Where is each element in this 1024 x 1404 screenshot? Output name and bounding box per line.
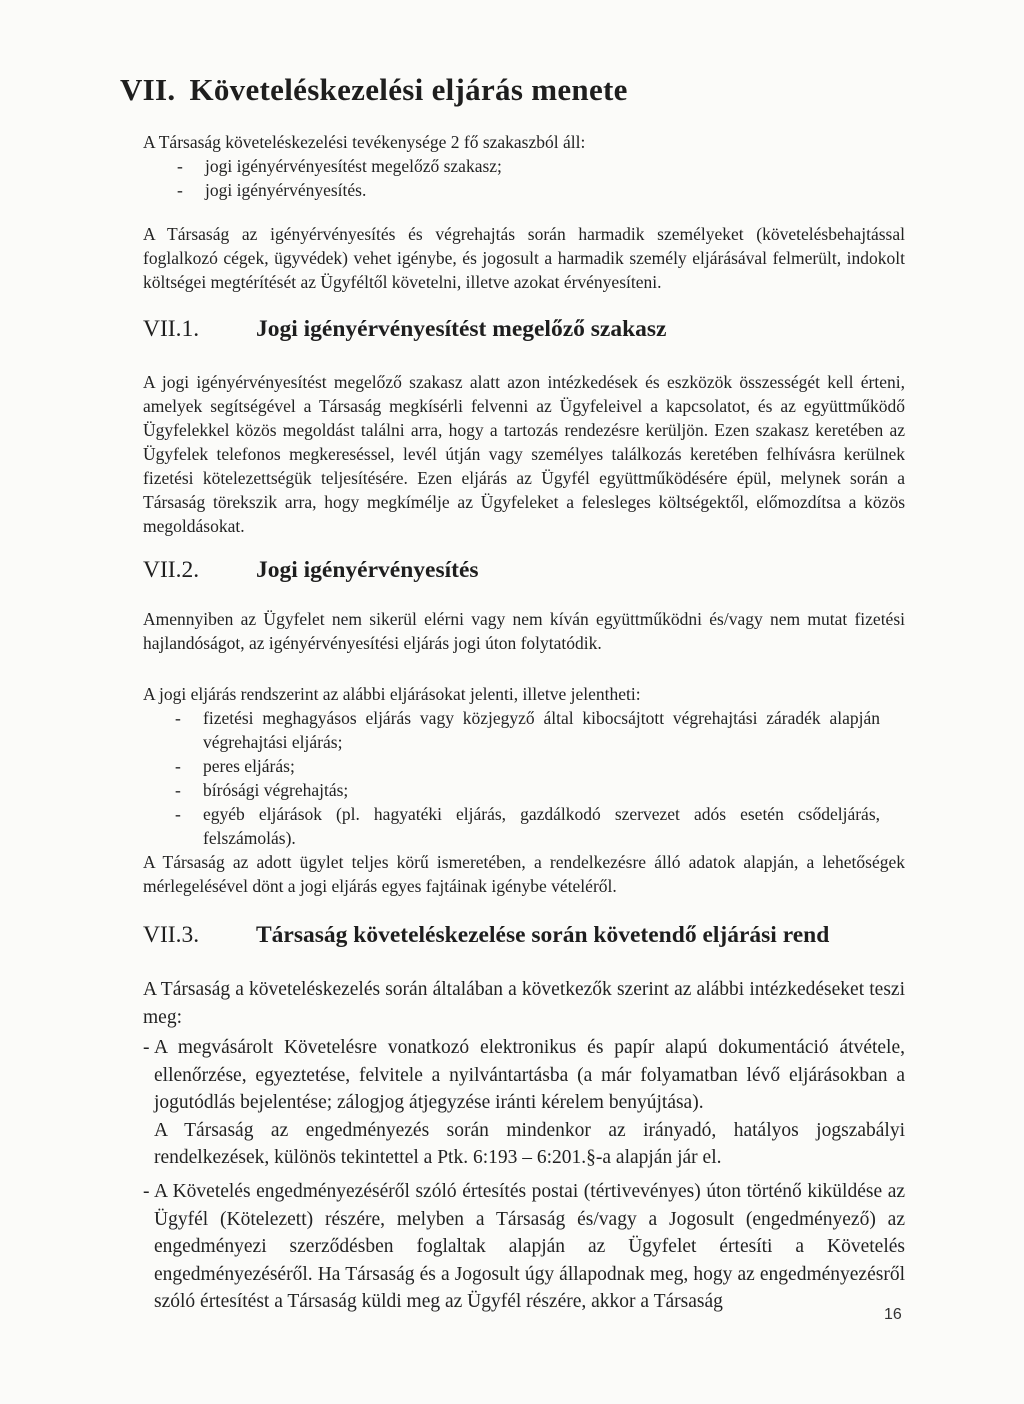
section-1-title: Jogi igényérvényesítést megelőző szakasz (256, 316, 667, 342)
list-item: - peres eljárás; (175, 754, 880, 778)
section-3-lead: A Társaság a követeléskezelés során általában a következők szerint az alábbi intézkedéseket teszi meg: (143, 979, 905, 1028)
dash-marker: - (143, 1037, 150, 1058)
list-item: - jogi igényérvényesítést megelőző szakasz; (177, 154, 502, 178)
dash-marker: - (143, 1181, 150, 1202)
section-2-paragraph-1: Amennyiben az Ügyfelet nem sikerül elérni vagy nem kíván együttműködni és/vagy nem mutat fizetési hajlandóságot, az igényérvényesítési eljárás jogi úton folytatódik. (143, 609, 905, 653)
section-2-procedure-list (175, 706, 880, 850)
section-1-paragraph: A jogi igényérvényesítést megelőző szakasz alatt azon intézkedések és eszközök összességét kell érteni, amelyek segítségével a Társaság megkísérli felvenni az Ügyfeleivel a kapcsolatot, és az együttműködő Ügyfelekkel közös megoldást találni arra, hogy a tartozás rendezésre kerüljön. Ezen szakasz keretében az Ügyfelek telefonos megkereséssel, levél útján vagy személyes találkozás keretében felhívásra kerülnek fizetési kötelezettségük teljesítésére. Ezen eljárás az Ügyfél együttműködésére épül, melynek során a Társaság törekszik arra, hogy megkímélje az Ügyfeleket a felesleges költségektől, előmozdítsa a közös megoldásokat. (143, 372, 905, 536)
chapter-number: VII. (120, 72, 176, 107)
list-item: - fizetési meghagyásos eljárás vagy közjegyző által kibocsájtott végrehajtási záradék alapján végrehajtási eljárás; (175, 706, 880, 754)
section-3-item-2 (143, 1178, 905, 1316)
section-3-item-2-text: A Követelés engedményezéséről szóló értesítés postai (tértivevényes) úton történő kiküldése az Ügyfél (Kötelezett) részére, melyben a Társaság és/vagy a Jogosult (engedményező) az engedményezi szerződésben foglaltak alapján az Ügyfelet értesíti a Követelés engedményezéséről. Ha Társaság és a Jogosult úgy állapodnak meg, hogy az engedményezésről szóló értesítést a Társaság küldi meg az Ügyfél részére, akkor a Társaság (154, 1181, 905, 1312)
intro-lead: A Társaság követeléskezelési tevékenysége 2 fő szakaszból áll: (143, 132, 586, 152)
section-2-paragraph-3: A Társaság az adott ügylet teljes körű ismeretében, a rendelkezésre álló adatok alapján, a lehetőségek mérlegelésével dönt a jogi eljárás egyes fajtáinak igénybe vételéről. (143, 852, 905, 896)
section-3-item-1-note: A Társaság az engedményezés során mindenkor az irányadó, hatályos jogszabályi rendelkezések, különös tekintettel a Ptk. 6:193 – 6:201.§-a alapján jár el. (154, 1119, 905, 1168)
list-item: - egyéb eljárások (pl. hagyatéki eljárás, gazdálkodó szervezet adós esetén csődeljárás, felszámolás). (175, 802, 880, 850)
section-1-number: VII.1. (143, 316, 200, 342)
section-2-number: VII.2. (143, 557, 200, 583)
page-number: 16 (884, 1306, 902, 1323)
list-item: - jogi igényérvényesítés. (177, 178, 502, 202)
section-3-item-1-text: A megvásárolt Követelésre vonatkozó elektronikus és papír alapú dokumentáció átvétele, ellenőrzése, egyeztetése, felvitele a nyilvántartásba (a már folyamatban lévő eljárásokban a jogutódlás bejelentése; zálogjog átjegyzése iránti kérelem benyújtása). (154, 1037, 905, 1113)
third-party-paragraph: A Társaság az igényérvényesítés és végrehajtás során harmadik személyeket (követelésbehajtással foglalkozó cégek, ügyvédek) vehet igénybe, és jogosult a harmadik személy eljárásával felmerült, indokolt költségei megtérítését az Ügyféltől követelni, illetve azokat érvényesíteni. (143, 224, 905, 292)
section-2-paragraph-2-lead: A jogi eljárás rendszerint az alábbi eljárásokat jelenti, illetve jelentheti: (143, 684, 641, 704)
list-item: - bírósági végrehajtás; (175, 778, 880, 802)
section-3-number: VII.3. (143, 922, 200, 948)
section-3-item-1 (143, 1034, 905, 1172)
section-3-title: Társaság követeléskezelése során követendő eljárási rend (256, 922, 830, 948)
chapter-heading (120, 72, 628, 108)
section-2-title: Jogi igényérvényesítés (256, 557, 479, 583)
chapter-title: Követeléskezelési eljárás menete (189, 72, 628, 107)
intro-list (177, 154, 502, 202)
